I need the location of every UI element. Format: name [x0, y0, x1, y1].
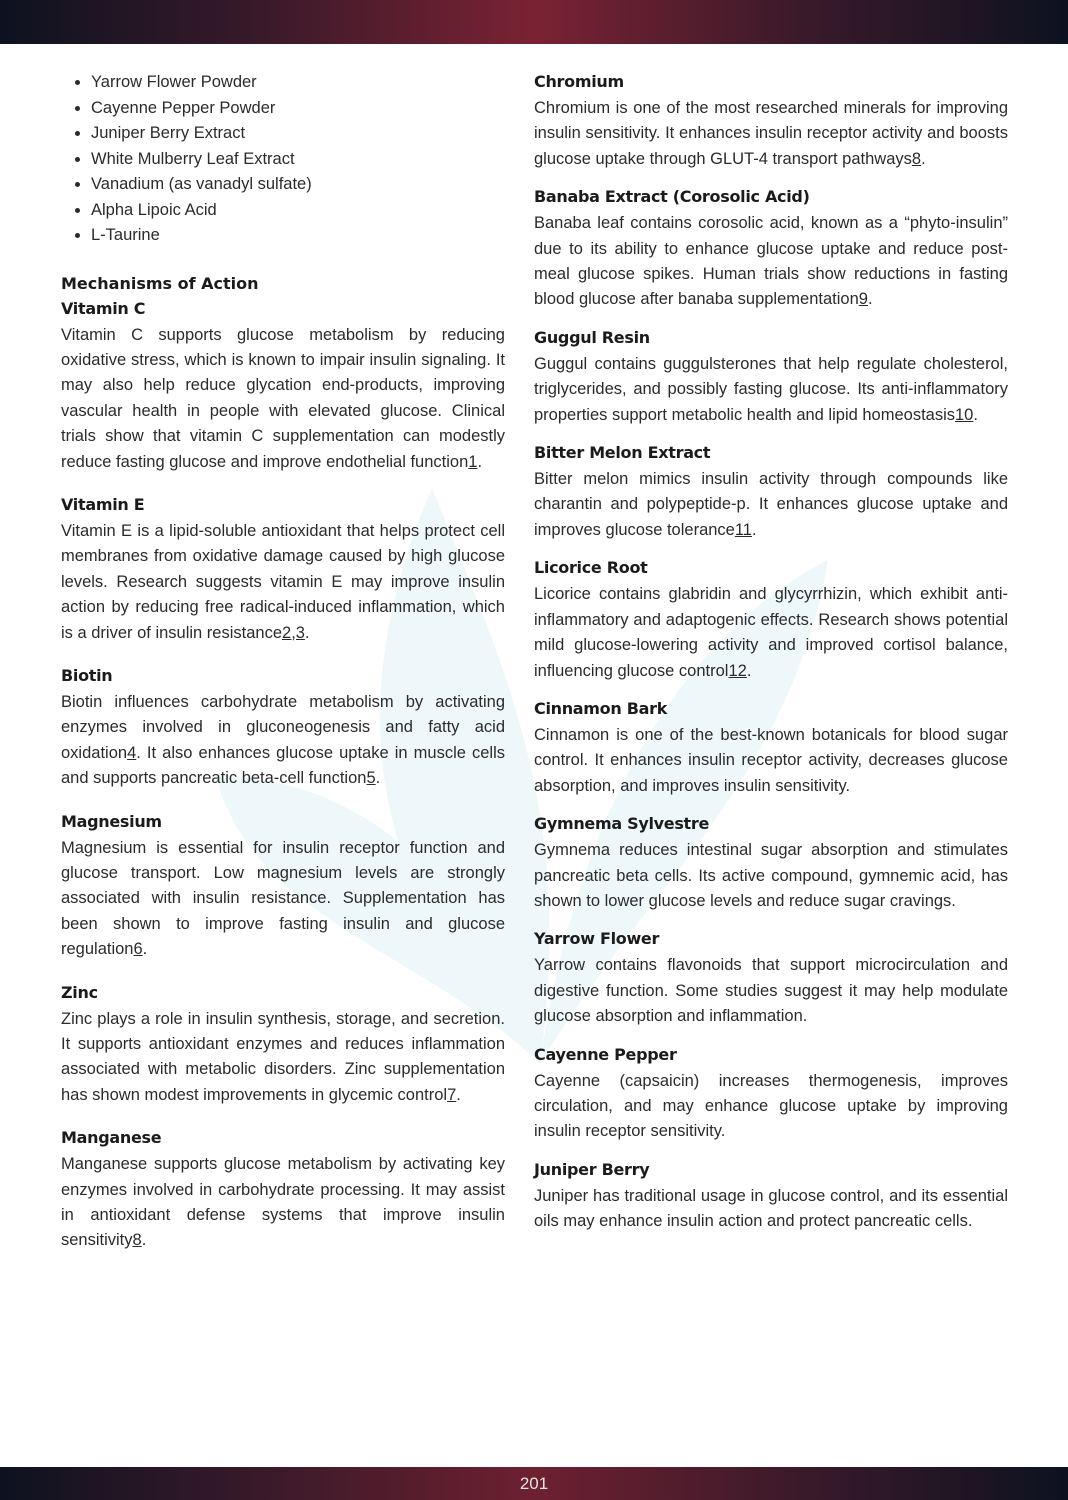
list-item: • Alpha Lipoic Acid — [91, 198, 505, 224]
section-body: Banaba leaf contains corosolic acid, known as a “phyto-insulin” due to its ability to enhance glucose uptake and reduce post-meal glucose spikes. Human trials show reductions in fasting blood glucose after banaba supplementation9. — [534, 214, 1008, 309]
section-title: Magnesium — [61, 811, 162, 831]
section-yarrow — [534, 927, 1008, 1029]
section-guggul — [534, 326, 1008, 428]
section-juniper — [534, 1158, 1008, 1235]
section-manganese — [61, 1126, 505, 1254]
section-title: Cayenne Pepper — [534, 1044, 677, 1064]
reference-link[interactable]: 8 — [911, 149, 922, 168]
section-body: Cinnamon is one of the best-known botanicals for blood sugar control. It enhances insulin receptor activity, decreases glucose absorption, and improves insulin sensitivity. — [534, 725, 1008, 795]
page-number: 201 — [519, 1473, 549, 1493]
reference-link[interactable]: 11 — [734, 520, 752, 539]
section-title: Bitter Melon Extract — [534, 443, 711, 463]
section-title: Guggul Resin — [534, 327, 650, 347]
section-cinnamon — [534, 697, 1008, 799]
right-column — [534, 70, 1008, 1248]
section-bitter-melon — [534, 441, 1008, 543]
section-title: Zinc — [61, 982, 98, 1002]
list-item: • White Mulberry Leaf Extract — [91, 147, 505, 173]
section-chromium — [534, 70, 1008, 172]
list-item: • Vanadium (as vanadyl sulfate) — [91, 172, 505, 198]
section-body: Yarrow contains flavonoids that support microcirculation and digestive function. Some studies suggest it may help modulate glucose absorption and inflammation. — [534, 956, 1008, 1026]
list-item: • Cayenne Pepper Powder — [91, 96, 505, 122]
list-item: • Juniper Berry Extract — [91, 121, 505, 147]
section-title: Juniper Berry — [534, 1159, 650, 1179]
reference-link[interactable]: 4 — [127, 743, 137, 762]
reference-link[interactable]: 7 — [447, 1085, 457, 1104]
section-title: Vitamin E — [61, 494, 145, 514]
section-body: Juniper has traditional usage in glucose control, and its essential oils may enhance insulin action and protect pancreatic cells. — [534, 1186, 1008, 1231]
section-biotin — [61, 664, 505, 792]
list-item: • Yarrow Flower Powder — [91, 70, 505, 96]
reference-link[interactable]: 1 — [468, 452, 478, 471]
reference-link[interactable]: 2,3 — [282, 623, 305, 642]
section-title: Biotin — [61, 665, 113, 685]
section-body: Zinc plays a role in insulin synthesis, storage, and secretion. It supports antioxidant enzymes and reduces inflammation associated with metabolic disorders. Zinc supplementation has shown modest improvements in glycemic control7. — [61, 1009, 505, 1104]
section-body: Vitamin E is a lipid-soluble antioxidant that helps protect cell membranes from oxidative damage caused by high glucose levels. Research suggests vitamin E may improve insulin action by reducing free radical-induced inflammation, which is a driver of insulin resistance2,3. — [61, 521, 505, 642]
reference-link[interactable]: 6 — [133, 940, 143, 959]
section-title: Yarrow Flower — [534, 929, 660, 949]
section-zinc — [61, 981, 505, 1109]
reference-link[interactable]: 9 — [858, 290, 868, 309]
section-licorice — [534, 556, 1008, 684]
reference-link[interactable]: 10 — [955, 405, 974, 424]
section-magnesium — [61, 810, 505, 963]
reference-link[interactable]: 12 — [728, 661, 747, 680]
section-cayenne — [534, 1043, 1008, 1145]
reference-link[interactable]: 5 — [366, 769, 376, 788]
section-title: Banaba Extract (Corosolic Acid) — [534, 187, 810, 207]
section-body: Cayenne (capsaicin) increases thermogenesis, improves circulation, and may enhance glucose uptake by improving insulin receptor sensitivity. — [534, 1071, 1008, 1141]
section-body: Bitter melon mimics insulin activity through compounds like charantin and polypeptide-p. It enhances glucose uptake and improves glucose tolerance11. — [534, 470, 1008, 539]
section-body: Vitamin C supports glucose metabolism by reducing oxidative stress, which is known to impair insulin signaling. It may also help reduce glycation end-products, improving vascular health in people with elevated glucose. Clinical trials show that vitamin C supplementation can modestly reduce fasting glucose and improve endothelial function1. — [61, 325, 505, 471]
section-title: Chromium — [534, 72, 624, 91]
section-body: Manganese supports glucose metabolism by activating key enzymes involved in carbohydrate processing. It may assist in antioxidant defense systems that improve insulin sensitivity8. — [61, 1155, 505, 1250]
section-title: Vitamin C — [61, 298, 146, 318]
reference-link[interactable]: 8 — [132, 1231, 142, 1250]
ingredient-list — [61, 70, 505, 249]
section-title: Cinnamon Bark — [534, 698, 668, 718]
section-title: Licorice Root — [534, 558, 648, 578]
section-vitamin-e — [61, 493, 505, 646]
section-body: Gymnema reduces intestinal sugar absorption and stimulates pancreatic beta cells. Its active compound, gymnemic acid, has shown to lower glucose levels and reduce sugar cravings. — [534, 841, 1008, 910]
list-item: • L-Taurine — [91, 223, 505, 249]
section-body: Magnesium is essential for insulin receptor function and glucose transport. Low magnesium levels are strongly associated with insulin resistance. Supplementation has been shown to improve fasting insulin and glucose regulation6. — [61, 838, 505, 959]
section-vitamin-c — [61, 297, 505, 475]
section-body: Licorice contains glabridin and glycyrrhizin, which exhibit anti-inflammatory and adaptogenic effects. Research shows potential mild glucose-lowering activity and improved cortisol balance, influencing glucose control12. — [534, 585, 1008, 680]
section-body: Biotin influences carbohydrate metabolism by activating enzymes involved in gluconeogenesis and fatty acid oxidation4. It also enhances glucose uptake in muscle cells and supports pancreatic beta-cell function5. — [61, 692, 505, 788]
footer-bar — [0, 1467, 1068, 1500]
section-heading: Mechanisms of Action — [61, 273, 259, 293]
header-bar — [0, 0, 1068, 44]
section-body: Chromium is one of the most researched minerals for improving insulin sensitivity. It enhances insulin receptor activity and boosts glucose uptake through GLUT-4 transport pathways8. — [534, 99, 1008, 168]
left-column — [61, 70, 505, 1272]
section-title: Gymnema Sylvestre — [534, 814, 710, 834]
section-banaba — [534, 185, 1008, 313]
section-gymnema — [534, 812, 1008, 914]
section-body: Guggul contains guggulsterones that help regulate cholesterol, triglycerides, and possibly fasting glucose. Its anti-inflammatory properties support metabolic health and lipid homeostasis10. — [534, 354, 1008, 424]
section-title: Manganese — [61, 1128, 162, 1148]
